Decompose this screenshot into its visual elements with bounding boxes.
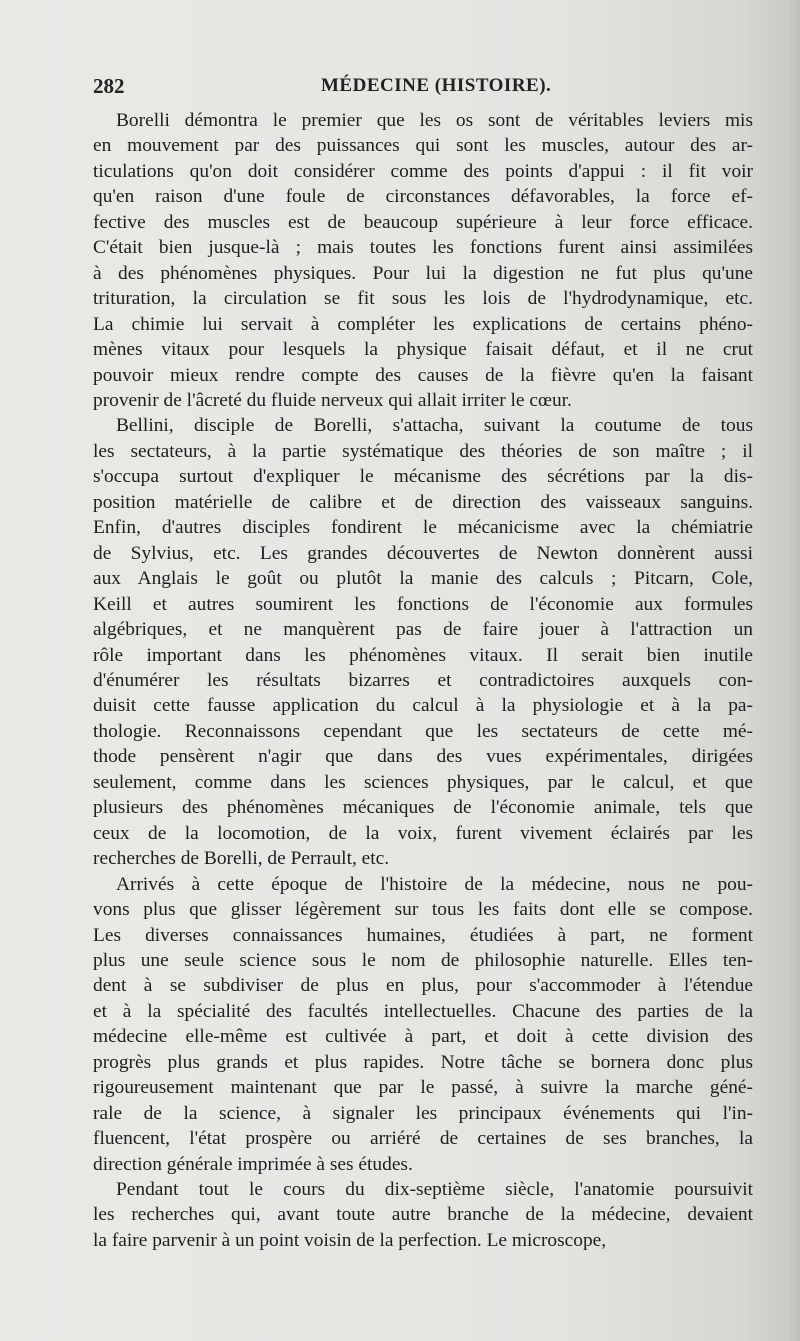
text-line: et à la spécialité des facultés intellectuelles. Chacune des parties de la xyxy=(93,1000,753,1022)
text-line: rôle important dans les phénomènes vitaux. Il serait bien inutile xyxy=(93,644,753,666)
text-line: Arrivés à cette époque de l'histoire de la médecine, nous ne pou- xyxy=(116,873,753,895)
text-line: vons plus que glisser légèrement sur tous les faits dont elle se compose. xyxy=(93,899,753,921)
text-line: C'était bien jusque-là ; mais toutes les fonctions furent ainsi assimilées xyxy=(93,237,753,259)
text-line: Bellini, disciple de Borelli, s'attacha, suivant la coutume de tous xyxy=(116,415,753,437)
text-line: de Sylvius, etc. Les grandes découvertes de Newton donnèrent aussi xyxy=(93,542,753,564)
text-line: algébriques, et ne manquèrent pas de faire jouer à l'attraction un xyxy=(93,619,753,641)
text-line: les sectateurs, à la partie systématique des théories de son maître ; il xyxy=(93,440,753,462)
text-line: d'énumérer les résultats bizarres et contradictoires auxquels con- xyxy=(93,669,753,691)
text-line: mènes vitaux pour lesquels la physique faisait défaut, et il ne crut xyxy=(93,339,753,361)
running-head xyxy=(93,74,753,104)
page-number: 282 xyxy=(93,74,125,98)
text-line: seulement, comme dans les sciences physiques, par le calcul, et que xyxy=(93,771,753,793)
text-line: direction générale imprimée à ses études. xyxy=(93,1153,413,1175)
text-line: position matérielle de calibre et de direction des vaisseaux sanguins. xyxy=(93,491,753,513)
text-line: fective des muscles est de beaucoup supérieure à leur force efficace. xyxy=(93,211,753,233)
text-line: dent à se subdiviser de plus en plus, pour s'accommoder à l'étendue xyxy=(93,975,753,997)
text-line: s'occupa surtout d'expliquer le mécanisme des sécrétions par la dis- xyxy=(93,466,753,488)
text-line: qu'en raison d'une foule de circonstances défavorables, la force ef- xyxy=(93,186,753,208)
paragraph xyxy=(93,1177,753,1253)
text-line: provenir de l'âcreté du fluide nerveux qui allait irriter le cœur. xyxy=(93,389,572,411)
text-line: Pendant tout le cours du dix-septième siècle, l'anatomie poursuivit xyxy=(116,1179,753,1201)
text-line: fluencent, l'état prospère ou arriéré de certaines de ses branches, la xyxy=(93,1128,753,1150)
text-line: Enfin, d'autres disciples fondirent le mécanicisme avec la chémiatrie xyxy=(93,517,753,539)
text-line: à des phénomènes physiques. Pour lui la digestion ne fut plus qu'une xyxy=(93,262,753,284)
text-line: rigoureusement maintenant que par le passé, à suivre la marche géné- xyxy=(93,1077,753,1099)
text-line: plus une seule science sous le nom de philosophie naturelle. Elles ten- xyxy=(93,949,753,971)
paragraph xyxy=(93,413,753,871)
text-line: médecine elle-même est cultivée à part, et doit à cette division des xyxy=(93,1026,753,1048)
text-line: les recherches qui, avant toute autre branche de la médecine, devaient xyxy=(93,1204,753,1226)
text-line: recherches de Borelli, de Perrault, etc. xyxy=(93,848,390,870)
body-text xyxy=(93,108,753,1253)
page-edge-shadow xyxy=(785,0,800,1341)
text-line: ticulations qu'on doit considérer comme des points d'appui : il fit voir xyxy=(93,160,753,182)
text-line: rale de la science, à signaler les principaux événements qui l'in- xyxy=(93,1102,753,1124)
paragraph xyxy=(93,872,753,1177)
text-line: Borelli démontra le premier que les os sont de véritables leviers mis xyxy=(116,110,753,131)
text-line: Keill et autres soumirent les fonctions de l'économie aux formules xyxy=(93,593,753,615)
text-line: plusieurs des phénomènes mécaniques de l'économie animale, tels que xyxy=(93,797,753,819)
text-line: duisit cette fausse application du calcul à la physiologie et à la pa- xyxy=(93,695,753,717)
text-line: La chimie lui servait à compléter les explications de certains phéno- xyxy=(93,313,753,335)
text-line: pouvoir mieux rendre compte des causes de la fièvre qu'en la faisant xyxy=(93,364,753,386)
paragraph xyxy=(93,108,753,413)
text-line: Les diverses connaissances humaines, étudiées à part, ne forment xyxy=(93,924,753,946)
text-line: en mouvement par des puissances qui sont les muscles, autour des ar- xyxy=(93,135,753,157)
text-line: ceux de la locomotion, de la voix, furent vivement éclairés par les xyxy=(93,822,753,844)
text-line: thologie. Reconnaissons cependant que les sectateurs de cette mé- xyxy=(93,720,753,742)
text-line: thode pensèrent n'agir que dans des vues expérimentales, dirigées xyxy=(93,746,753,768)
text-line: trituration, la circulation se fit sous les lois de l'hydrodynamique, etc. xyxy=(93,288,753,310)
text-line: progrès plus grands et plus rapides. Notre tâche se bornera donc plus xyxy=(93,1051,753,1073)
text-line: aux Anglais le goût ou plutôt la manie des calculs ; Pitcarn, Cole, xyxy=(93,568,753,590)
text-line: la faire parvenir à un point voisin de la perfection. Le microscope, xyxy=(93,1229,607,1251)
running-head-title: MÉDECINE (HISTOIRE). xyxy=(321,75,552,96)
